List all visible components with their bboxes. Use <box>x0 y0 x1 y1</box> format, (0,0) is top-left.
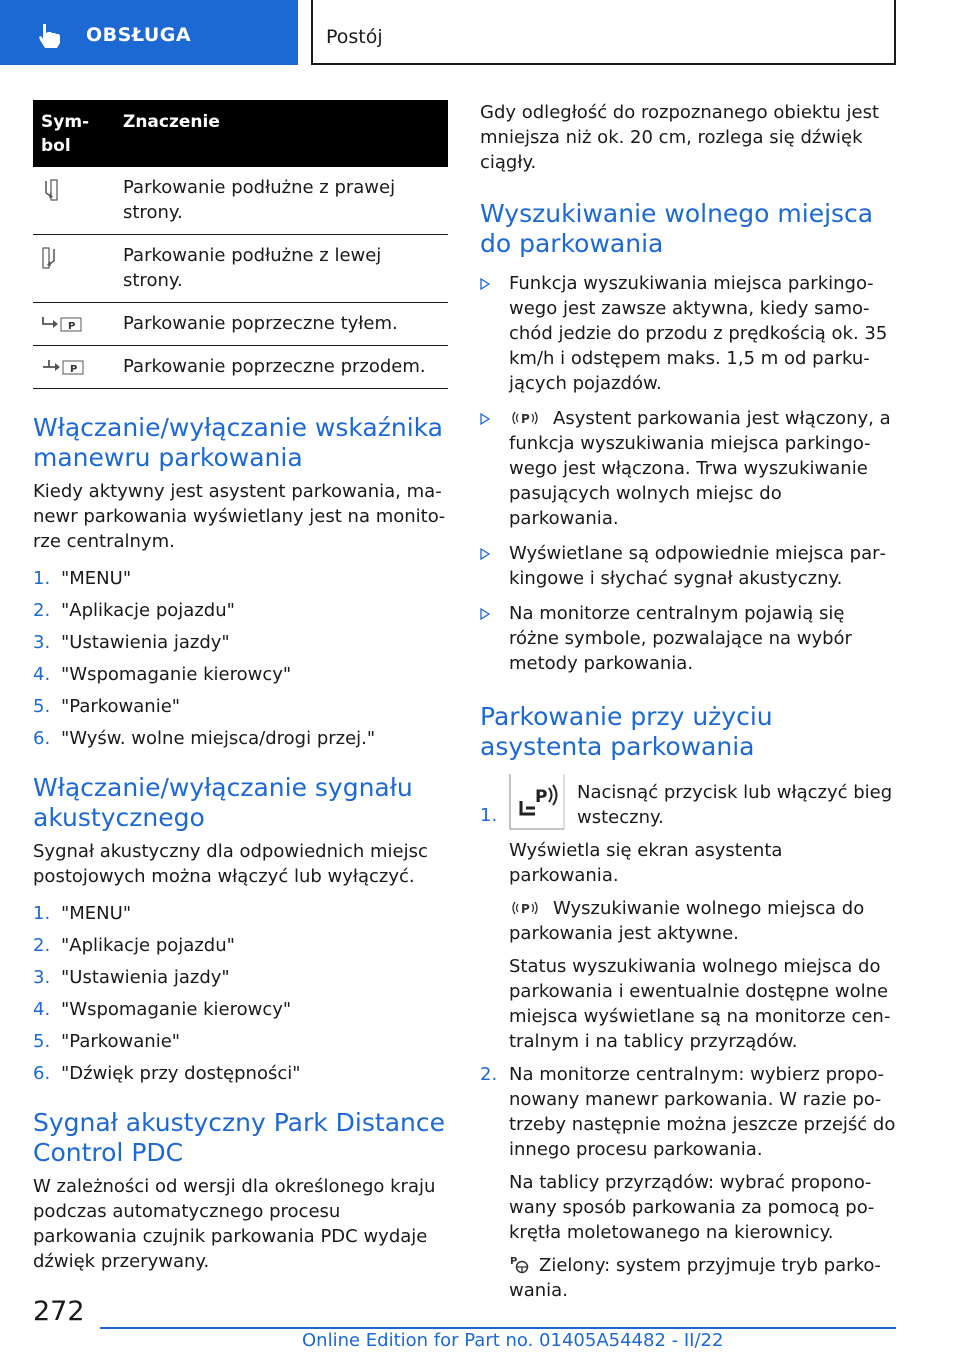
step1-p4: Status wyszukiwania wolnego miejsca do parkowania i ewentualnie dostępne wolne miejsca wyświetlane są na monitorze centralnym i na tablicy przyrządów. <box>509 956 891 1052</box>
section-label: OBSŁUGA <box>86 24 192 46</box>
parking-search-icon <box>509 409 543 427</box>
parallel-left-icon <box>41 247 59 269</box>
svg-text:P: P <box>70 364 78 375</box>
list-item: 6. "Wyśw. wolne miejsca/drogi przej." <box>33 728 376 749</box>
triangle-bullet-icon <box>480 548 490 560</box>
assist-heading: Parkowanie przy użyciu asystenta parkowania <box>480 702 773 761</box>
perpendicular-reverse-icon <box>41 315 83 333</box>
svg-text:P: P <box>521 412 530 426</box>
parking-assistant-button-icon[interactable] <box>509 774 565 830</box>
edition-note: Online Edition for Part no. 01405A54482 - II/22 <box>302 1330 724 1351</box>
pdc-heading: Sygnał akustyczny Park Distance Control PDC <box>33 1108 445 1167</box>
symbol-table <box>33 100 448 389</box>
list-item: 1. P Nacisnąć przycisk lub włączyć bieg wsteczny. Wyświetla się ekran asystenta parkowania. P Wyszukiwanie wolnego miejsca do parkowania jest aktywne. Status wyszukiwania wolnego miejsca do parkowania i ewentualnie dostępne wolne miejsca wyświetlane są na monitorze centralnym i na tablicy przyrządów. <box>480 774 896 1054</box>
footer-divider <box>100 1327 896 1329</box>
acoustic-text: Sygnał akustyczny dla odpowiednich miejsc postojowych można włączyć lub wyłączyć. <box>33 841 428 887</box>
indicator-text: Kiedy aktywny jest asystent parkowania, manewr parkowania wyświetlany jest na monitorze centralnym. <box>33 481 446 552</box>
list-item: 6. "Dźwięk przy dostępności" <box>33 1063 301 1084</box>
intro-text: Gdy odległość do rozpoznanego obiektu jest mniejsza niż ok. 20 cm, rozlega się dźwięk ciągły. <box>480 102 880 173</box>
left-column <box>33 100 448 1274</box>
svg-text:P: P <box>510 1256 518 1267</box>
list-item: 5. "Parkowanie" <box>33 1031 181 1052</box>
table-row <box>33 167 448 235</box>
svg-text:P: P <box>535 787 548 807</box>
svg-text:P: P <box>68 321 76 332</box>
pdc-text: W zależności od wersji dla określonego kraju podczas automatycznego procesu parkowania czujnik parkowania PDC wydaje dźwięk przerywany. <box>33 1176 436 1272</box>
section-tab <box>0 0 298 65</box>
table-header-row <box>33 100 448 167</box>
list-item: 5. "Parkowanie" <box>33 696 181 717</box>
list-item: 2. Na monitorze centralnym: wybierz proponowany manewr parkowania. W razie potrzeby następnie można jeszcze przejść do innego procesu parkowania. Na tablicy przyrządów: wybrać proponowany sposób parkowania za pomocą pokrętła moletowanego na kierownicy. P Zielony: system przyjmuje tryb parkowania. <box>480 1064 896 1301</box>
list-item: P Asystent parkowania jest włączony, a funkcja wyszukiwania miejsca parkingowego jest włączona. Trwa wyszukiwanie pasujących wolnych miejsc do parkowania. <box>480 406 896 531</box>
hand-pointer-icon <box>34 20 64 50</box>
table-cell-meaning: Parkowanie podłużne z lewej strony. <box>115 235 448 303</box>
page-number: 272 <box>33 1296 85 1327</box>
assist-steps <box>480 774 896 1303</box>
col-header-meaning: Znaczenie <box>115 100 448 167</box>
list-item: Wyświetlane są odpowiednie miejsca parkingowe i słychać sygnał akustyczny. <box>480 541 896 591</box>
table-cell-meaning: Parkowanie poprzeczne tyłem. <box>115 303 448 346</box>
svg-text:P: P <box>521 902 530 916</box>
parking-search-icon <box>509 899 543 917</box>
triangle-bullet-icon <box>480 278 490 290</box>
list-item: 1. "MENU" <box>33 568 132 589</box>
list-item: Na monitorze centralnym pojawią się różne symbole, pozwalające na wybór metody parkowania. <box>480 601 896 676</box>
table-cell-meaning: Parkowanie poprzeczne przodem. <box>115 346 448 389</box>
list-item: 2. "Aplikacje pojazdu" <box>33 600 235 621</box>
list-item: 1. "MENU" <box>33 903 132 924</box>
table-row <box>33 303 448 346</box>
acoustic-steps <box>33 901 448 1086</box>
parking-steering-icon <box>509 1254 529 1274</box>
search-heading: Wyszukiwanie wolnego miejsca do parkowania <box>480 199 874 258</box>
table-row <box>33 346 448 389</box>
step2-p3: P Zielony: system przyjmuje tryb parkowania. <box>509 1255 881 1301</box>
table-row <box>33 235 448 303</box>
indicator-steps <box>33 566 448 751</box>
step1-p3: P Wyszukiwanie wolnego miejsca do parkowania jest aktywne. <box>509 898 865 944</box>
table-cell-meaning: Parkowanie podłużne z prawej strony. <box>115 167 448 235</box>
acoustic-heading: Włączanie/wyłączanie sygnału akustycznego <box>33 773 413 832</box>
list-item: 3. "Ustawienia jazdy" <box>33 967 230 988</box>
right-column <box>480 100 896 1303</box>
list-item: 4. "Wspomaganie kierowcy" <box>33 664 292 685</box>
list-item: 3. "Ustawienia jazdy" <box>33 632 230 653</box>
search-bullets <box>480 271 896 676</box>
chapter-title-box <box>311 0 896 65</box>
triangle-bullet-icon <box>480 413 490 425</box>
indicator-heading: Włączanie/wyłączanie wskaźnika manewru parkowania <box>33 413 443 472</box>
list-item: 2. "Aplikacje pojazdu" <box>33 935 235 956</box>
parallel-right-icon <box>41 179 59 201</box>
step1-p2: Wyświetla się ekran asystenta parkowania. <box>509 840 783 886</box>
list-item: 4. "Wspomaganie kierowcy" <box>33 999 292 1020</box>
step2-p2: Na tablicy przyrządów: wybrać proponowany sposób parkowania za pomocą pokrętła moletowanego na kierownicy. <box>509 1172 875 1243</box>
chapter-title: Postój <box>326 26 383 48</box>
col-header-symbol: Sym- bol <box>33 100 115 167</box>
triangle-bullet-icon <box>480 608 490 620</box>
perpendicular-forward-icon <box>41 358 85 376</box>
list-item: Funkcja wyszukiwania miejsca parkingowego jest zawsze aktywna, kiedy samochód jedzie do przodu z prędkością ok. 35 km/h i odstępem maks. 1,5 m od parkujących pojazdów. <box>480 271 896 396</box>
